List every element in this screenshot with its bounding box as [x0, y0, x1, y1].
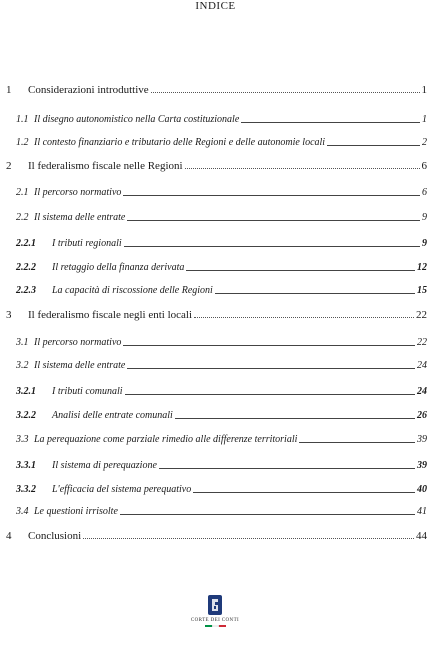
toc-entry-page: 41 [417, 506, 427, 517]
toc-entry[interactable] [16, 481, 427, 495]
toc-entry[interactable] [16, 503, 427, 517]
toc-entry-title: Le questioni irrisolte [34, 506, 118, 517]
toc-entry-page: 9 [422, 212, 427, 223]
toc-entry-page: 40 [417, 484, 427, 495]
toc-leader [83, 538, 414, 539]
toc-entry[interactable] [16, 334, 427, 348]
toc-leader [186, 270, 415, 271]
toc-entry-page: 22 [416, 309, 427, 321]
toc-entry-title: Il sistema delle entrate [34, 212, 126, 223]
toc-leader [124, 246, 420, 247]
toc-entry-title: Il sistema di perequazione [52, 460, 157, 471]
toc-entry[interactable] [16, 209, 427, 223]
corte-dei-conti-emblem-icon [207, 594, 223, 616]
footer-logo [190, 594, 240, 654]
toc-entry[interactable] [16, 134, 427, 148]
toc-entry[interactable] [16, 235, 427, 249]
toc-entry-title: Il disegno autonomistico nella Carta costituzionale [34, 114, 240, 125]
toc-entry-number: 3.2.1 [16, 386, 36, 397]
toc-leader [123, 195, 420, 196]
toc-entry[interactable] [16, 184, 427, 198]
toc-entry-title: Il sistema delle entrate [34, 360, 126, 371]
toc-entry-title: Il percorso normativo [34, 337, 122, 348]
flag-white [212, 625, 219, 627]
toc-entry[interactable] [16, 457, 427, 471]
toc-leader [151, 92, 420, 93]
toc-entry-number: 2.2.3 [16, 285, 36, 296]
toc-entry[interactable] [6, 158, 427, 172]
toc-entry[interactable] [16, 357, 427, 371]
page-title: INDICE [195, 0, 236, 12]
toc-entry-number: 3.4 [16, 506, 29, 517]
toc-entry-number: 2.2.2 [16, 262, 36, 273]
toc-entry[interactable] [16, 259, 427, 273]
toc-entry-number: 2.2.1 [16, 238, 36, 249]
toc-entry-page: 24 [417, 386, 427, 397]
toc-entry-title: La capacità di riscossione delle Regioni [52, 285, 213, 296]
toc-entry-page: 44 [416, 530, 427, 542]
toc-entry-number: 3.3.2 [16, 484, 36, 495]
toc-leader [194, 317, 414, 318]
toc-entry-title: I tributi regionali [52, 238, 122, 249]
toc-entry-title: Il percorso normativo [34, 187, 122, 198]
toc-leader [241, 122, 420, 123]
toc-entry-number: 2.1 [16, 187, 29, 198]
toc-leader [120, 514, 415, 515]
toc-entry-page: 6 [422, 187, 427, 198]
toc-entry-page: 26 [417, 410, 427, 421]
toc-entry-title: Conclusioni [28, 530, 82, 542]
toc-entry-number: 2.2 [16, 212, 29, 223]
toc-entry[interactable] [16, 407, 427, 421]
toc-leader [127, 220, 420, 221]
toc-leader [215, 293, 415, 294]
toc-entry[interactable] [16, 431, 427, 445]
toc-entry-page: 12 [417, 262, 427, 273]
toc-entry-title: Il federalismo fiscale negli enti locali [28, 309, 193, 321]
toc-entry-title: Il retaggio della finanza derivata [52, 262, 185, 273]
toc-entry-number: 1 [6, 84, 12, 96]
toc-entry-page: 1 [422, 114, 427, 125]
toc-entry-title: I tributi comunali [52, 386, 123, 397]
toc-leader [125, 394, 415, 395]
toc-entry[interactable] [16, 383, 427, 397]
toc-leader [185, 168, 420, 169]
toc-leader [159, 468, 415, 469]
toc-entry-number: 3.2.2 [16, 410, 36, 421]
toc-entry-number: 4 [6, 530, 12, 542]
toc-entry[interactable] [6, 82, 427, 96]
toc-entry[interactable] [16, 111, 427, 125]
italian-flag-strip [190, 625, 240, 627]
toc-entry-page: 2 [422, 137, 427, 148]
logo-text: CORTE DEI CONTI [190, 618, 240, 623]
toc-entry-number: 3.1 [16, 337, 29, 348]
flag-red [219, 625, 226, 627]
toc-entry-page: 24 [417, 360, 427, 371]
toc-entry-page: 1 [421, 84, 427, 96]
toc-leader [123, 345, 415, 346]
toc-entry-number: 2 [6, 160, 12, 172]
toc-entry[interactable] [6, 528, 427, 542]
toc-entry-number: 3.2 [16, 360, 29, 371]
toc-entry-number: 1.2 [16, 137, 29, 148]
toc-entry-page: 15 [417, 285, 427, 296]
toc-leader [299, 442, 415, 443]
toc-entry-page: 39 [417, 460, 427, 471]
toc-entry-number: 1.1 [16, 114, 29, 125]
toc-entry[interactable] [6, 307, 427, 321]
toc-entry-title: Considerazioni introduttive [28, 84, 149, 96]
toc-entry-title: La perequazione come parziale rimedio alle differenze territoriali [34, 434, 298, 445]
toc-entry-number: 3 [6, 309, 12, 321]
toc-entry-title: Il federalismo fiscale nelle Regioni [28, 160, 183, 172]
toc-entry[interactable] [16, 282, 427, 296]
toc-leader [327, 145, 420, 146]
toc-entry-page: 22 [417, 337, 427, 348]
flag-green [205, 625, 212, 627]
toc-leader [175, 418, 415, 419]
toc-entry-page: 39 [417, 434, 427, 445]
toc-entry-title: L'efficacia del sistema perequativo [52, 484, 192, 495]
toc-entry-number: 3.3.1 [16, 460, 36, 471]
toc-entry-page: 6 [421, 160, 427, 172]
toc-leader [193, 492, 415, 493]
toc-entry-page: 9 [422, 238, 427, 249]
toc-entry-title: Il contesto finanziario e tributario delle Regioni e delle autonomie locali [34, 137, 326, 148]
toc-leader [127, 368, 415, 369]
toc-entry-number: 3.3 [16, 434, 29, 445]
toc-entry-title: Analisi delle entrate comunali [52, 410, 173, 421]
